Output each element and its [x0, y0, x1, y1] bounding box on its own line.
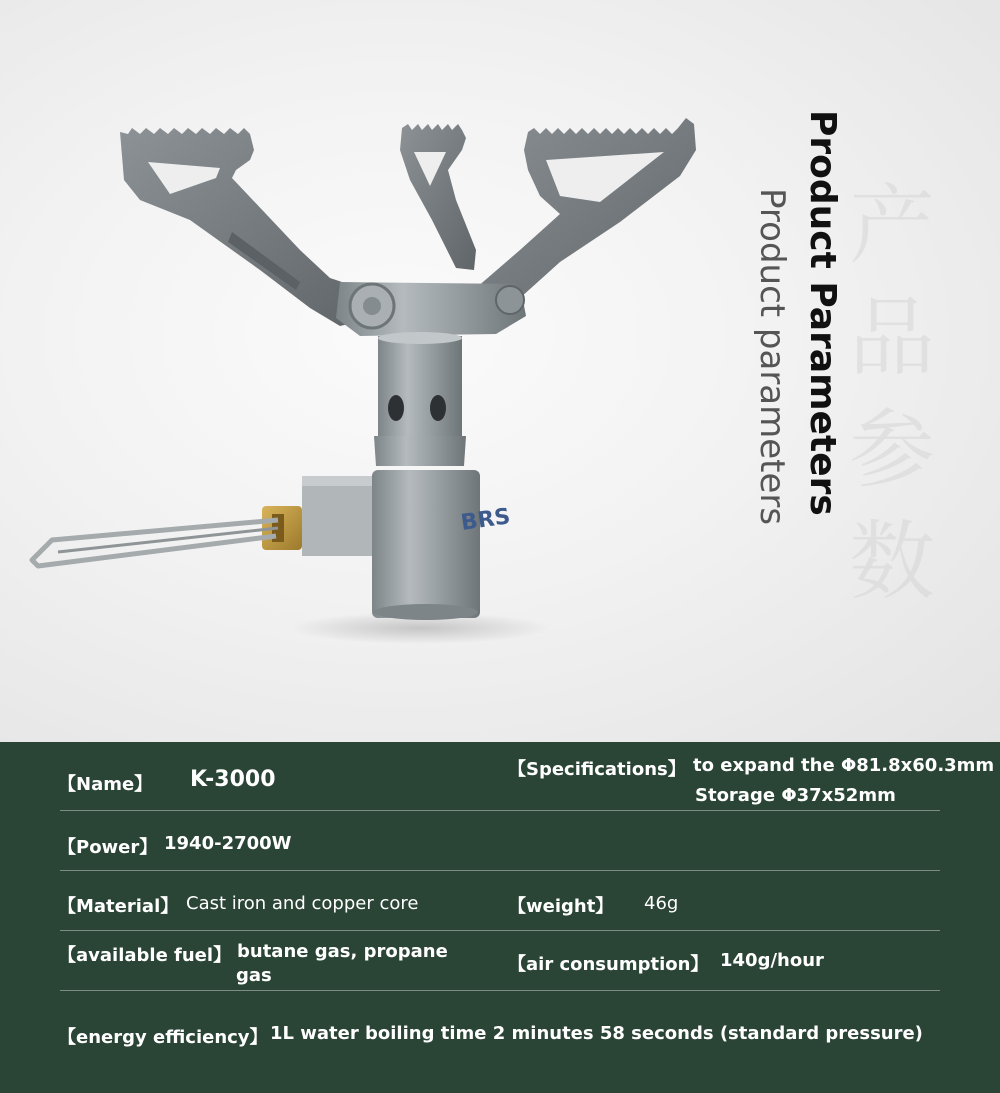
left-arm: [120, 128, 374, 326]
material-value: Cast iron and copper core: [186, 893, 419, 914]
row-divider: [60, 810, 940, 811]
efficiency-label: 【energy efficiency】: [58, 1027, 268, 1048]
wire-handle: [32, 520, 278, 566]
svg-text:BRS: BRS: [459, 504, 512, 536]
spec-panel: [0, 742, 1000, 1093]
specifications-value-expand: to expand the Φ81.8x60.3mm: [693, 755, 995, 776]
specifications-value-storage: Storage Φ37x52mm: [695, 785, 896, 806]
specifications-label: 【Specifications】: [508, 759, 686, 780]
air-consumption-label: 【air consumption】: [508, 954, 709, 975]
fuel-value-line-1: butane gas, propane: [237, 941, 448, 962]
row-divider: [60, 870, 940, 871]
page-title: Product Parameters: [802, 110, 843, 516]
power-label: 【Power】: [58, 837, 158, 858]
page-subtitle: Product parameters: [752, 188, 792, 526]
air-consumption-value: 140g/hour: [720, 950, 824, 971]
hinge-block: [336, 282, 526, 336]
valve-body: [302, 470, 512, 620]
fuel-value-line-2: gas: [236, 965, 272, 986]
watermark-char-2: 品: [849, 288, 935, 388]
efficiency-value: 1L water boiling time 2 minutes 58 seconds (standard pressure): [270, 1023, 923, 1044]
fuel-label: 【available fuel】: [58, 945, 232, 966]
name-label: 【Name】: [58, 774, 153, 795]
watermark-char-1: 产: [849, 176, 935, 276]
row-divider: [60, 990, 940, 991]
weight-value: 46g: [644, 893, 679, 914]
row-divider: [60, 930, 940, 931]
power-value: 1940-2700W: [164, 833, 292, 854]
back-arm: [400, 124, 476, 270]
weight-label: 【weight】: [508, 896, 614, 917]
name-value: K-3000: [190, 767, 276, 792]
title-block: [750, 110, 860, 560]
burner-tube: [374, 332, 466, 466]
material-label: 【Material】: [58, 896, 179, 917]
watermark-char-4: 数: [849, 512, 935, 612]
watermark-char-3: 参: [849, 400, 935, 500]
